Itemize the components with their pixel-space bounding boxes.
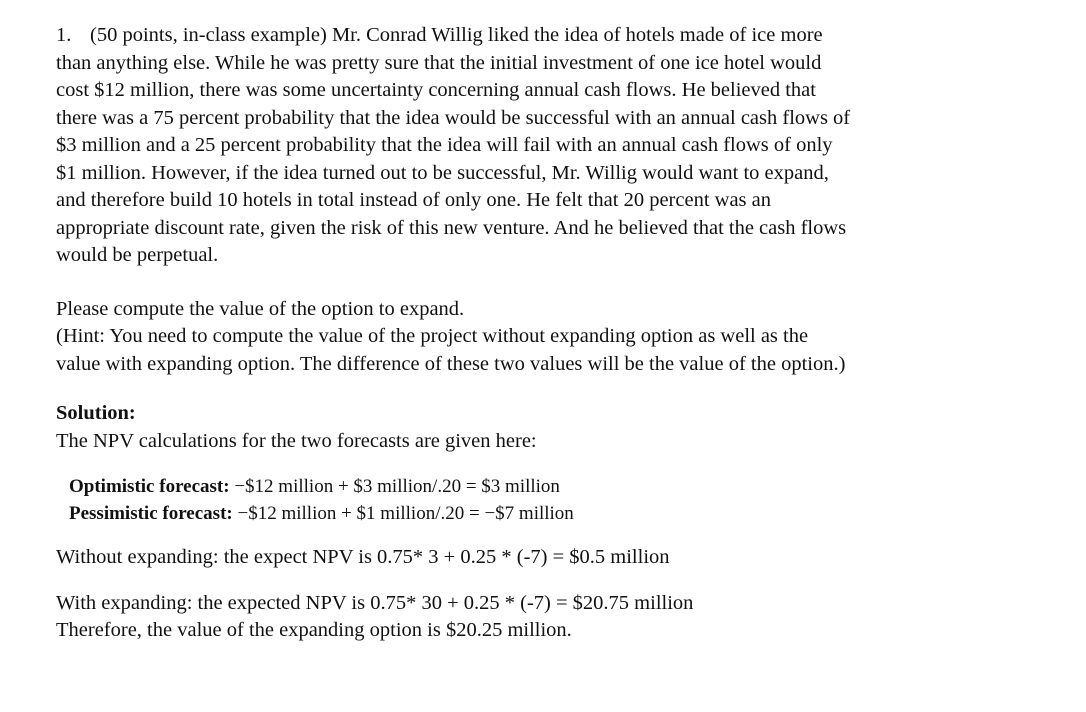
without-expanding-paragraph <box>56 544 1066 572</box>
question-line: $1 million. However, if the idea turned out to be successful, Mr. Willig would want to expand, <box>56 161 829 184</box>
with-expanding-line: With expanding: the expected NPV is 0.75* 30 + 0.25 * (-7) = $20.75 million <box>56 591 694 614</box>
question-line: cost $12 million, there was some uncertainty concerning annual cash flows. He believed that <box>56 79 816 101</box>
with-expanding-paragraph <box>56 590 1066 645</box>
solution-heading: Solution: <box>56 402 136 424</box>
hint-line: value with expanding option. The difference of these two values will be the value of the option.) <box>56 352 846 375</box>
question-number: 1. <box>56 24 72 46</box>
document-page <box>56 22 1066 645</box>
question-line: and therefore build 10 hotels in total instead of only one. He felt that 20 percent was an <box>56 189 772 211</box>
pessimistic-forecast-formula: −$12 million + $1 million/.20 = −$7 million <box>237 503 574 524</box>
question-line-text: (50 points, in-class example) Mr. Conrad Willig liked the idea of hotels made of ice more <box>90 24 823 46</box>
solution-block <box>56 400 1066 455</box>
conclusion-line: Therefore, the value of the expanding option is $20.25 million. <box>56 619 572 641</box>
optimistic-forecast-label: Optimistic forecast: <box>69 476 230 497</box>
question-line <box>56 22 1066 50</box>
solution-intro: The NPV calculations for the two forecasts are given here: <box>56 429 537 452</box>
without-expanding-line: Without expanding: the expect NPV is 0.75* 3 + 0.25 * (-7) = $0.5 million <box>56 546 670 568</box>
optimistic-forecast-row <box>69 473 1066 500</box>
question-line: than anything else. While he was pretty sure that the initial investment of one ice hotel would <box>56 51 822 74</box>
question-line: appropriate discount rate, given the risk of this new venture. And he believed that the cash flows <box>56 216 847 239</box>
hint-line: (Hint: You need to compute the value of the project without expanding option as well as the <box>56 325 809 347</box>
optimistic-forecast-formula: −$12 million + $3 million/.20 = $3 million <box>234 476 560 497</box>
question-line: there was a 75 percent probability that the idea would be successful with an annual cash flows of <box>56 106 851 129</box>
question-paragraph <box>56 22 1066 270</box>
forecast-calculations <box>69 473 1066 527</box>
question-line: would be perpetual. <box>56 244 219 266</box>
pessimistic-forecast-row <box>69 500 1066 527</box>
question-line: $3 million and a 25 percent probability that the idea will fail with an annual cash flows of only <box>56 134 833 156</box>
task-paragraph <box>56 296 1066 379</box>
pessimistic-forecast-label: Pessimistic forecast: <box>69 503 233 524</box>
task-line: Please compute the value of the option to expand. <box>56 297 465 320</box>
